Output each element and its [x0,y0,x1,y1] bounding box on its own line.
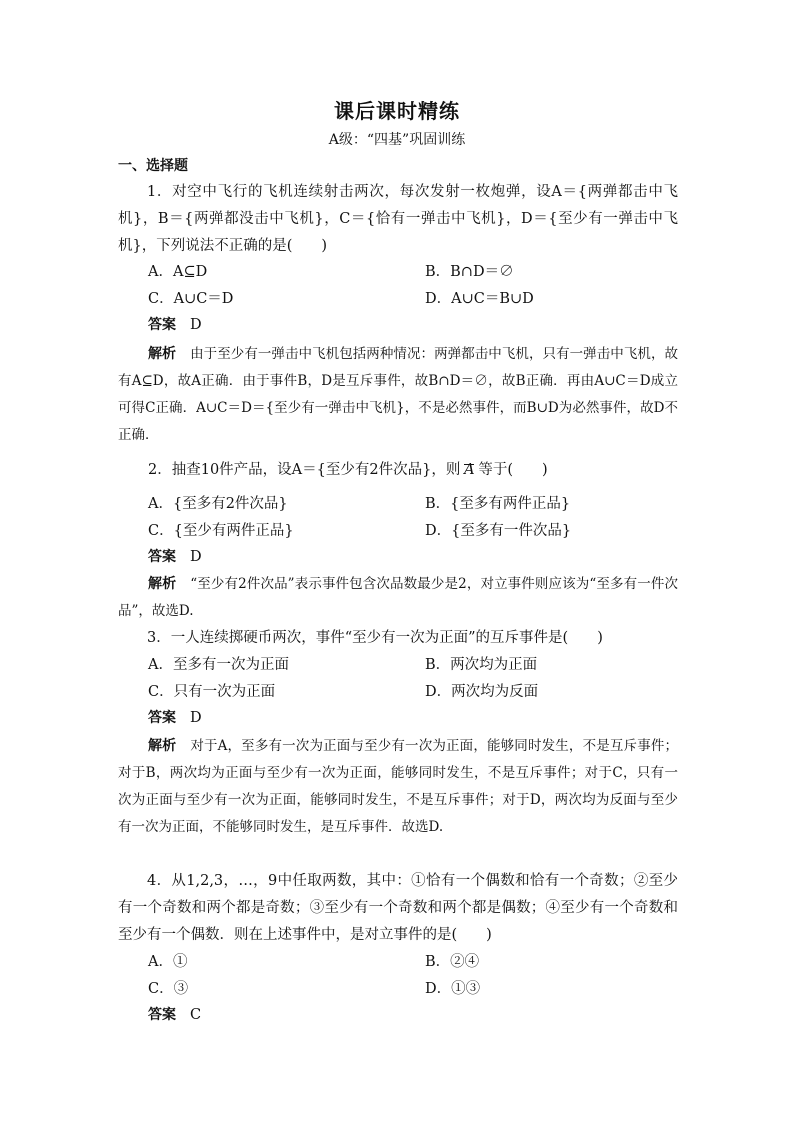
answer-value: D [190,710,202,726]
question-3-explanation [118,733,678,841]
explanation-text: 由于至少有一弹击中飞机包括两种情况：两弹都击中飞机，只有一弹击中飞机，故有A⊆D，故A正确．由于事件B，D是互斥事件，故B∩D＝∅，故B正确．再由A∪C＝D成立可得C正确．A∪C＝D＝{至少有一弹击中飞机}，不是必然事件，而B∪D为必然事件，故D不正确． [118,346,679,443]
question-3-stem: 3．一人连续掷硬币两次，事件“至少有一次为正面”的互斥事件是( ) [147,630,603,646]
question-4-option-d: D．①③ [425,981,481,997]
explanation-text: 对于A，至多有一次为正面与至少有一次为正面，能够同时发生，不是互斥事件；对于B，两次均为正面与至少有一次为正面，能够同时发生，不是互斥事件；对于C，只有一次为正面与至少有一次为正面，能够同时发生，不是互斥事件；对于D，两次均为反面与至少有一次为正面，不能够同时发生，是互斥事件．故选D. [118,738,678,835]
answer-value: D [190,317,202,333]
question-4-stem: 4．从1,2,3，…，9中任取两数，其中：①恰有一个偶数和恰有一个奇数；②至少有一个奇数和两个都是奇数；③至少有一个奇数和两个都是偶数；④至少有一个奇数和至少有一个偶数．则在上述事件中，是对立事件的是( ) [118,873,678,943]
question-3-answer [148,707,202,727]
question-2-option-c: C．{至少有两件正品} [148,523,294,539]
question-1-stem: 1．对空中飞行的飞机连续射击两次，每次发射一枚炮弹，设A＝{两弹都击中飞机}，B＝{两弹都没击中飞机}，C＝{恰有一弹击中飞机}，D＝{至少有一弹击中飞机}，下列说法不正确的是( ) [118,184,678,254]
question-3-option-a: A．至多有一次为正面 [148,657,289,673]
answer-value: D [190,549,202,565]
explanation-label: 解析 [148,346,177,362]
question-3-option-d: D．两次均为反面 [425,684,539,700]
answer-label: 答案 [148,710,176,726]
question-2-option-b: B．{至多有两件正品} [425,496,571,512]
question-2-stem-before: 2．抽查10件产品，设A＝{至少有2件次品}，则 [148,462,461,478]
explanation-label: 解析 [148,738,177,754]
question-2-option-a: A．{至多有2件次品} [148,496,288,512]
question-2-stem-after: 等于( ) [478,462,548,478]
question-1-option-c: C．A∪C＝D [148,291,234,307]
question-1-answer [148,314,202,334]
answer-value: C [190,1007,202,1023]
complement-a-symbol: A [464,462,475,478]
question-1-option-d: D．A∪C＝B∪D [425,291,534,307]
question-4-option-a: A．① [148,954,188,970]
explanation-text: “至少有2件次品”表示事件包含次品数最少是2，对立事件则应该为“至多有一件次品”，故选D. [118,576,679,619]
answer-label: 答案 [148,549,176,565]
question-1-explanation [118,341,678,449]
section-heading: 一、选择题 [118,158,188,174]
answer-label: 答案 [148,317,176,333]
page-title: 课后课时精练 [334,99,460,123]
question-2-stem [148,458,548,479]
question-4-answer [148,1004,201,1024]
answer-label: 答案 [148,1007,176,1023]
page-subtitle: A级：“四基”巩固训练 [328,132,466,148]
question-1-option-b: B．B∩D＝∅ [425,264,514,280]
question-3-option-b: B．两次均为正面 [425,657,538,673]
question-3-option-c: C．只有一次为正面 [148,684,276,700]
question-1-option-a: A．A⊆D [148,264,208,280]
question-4-option-c: C．③ [148,981,189,997]
question-4-option-b: B．②④ [425,954,480,970]
explanation-label: 解析 [148,576,177,592]
question-2-option-d: D．{至多有一件次品} [425,523,572,539]
question-2-explanation [118,571,678,625]
question-2-answer [148,546,202,566]
